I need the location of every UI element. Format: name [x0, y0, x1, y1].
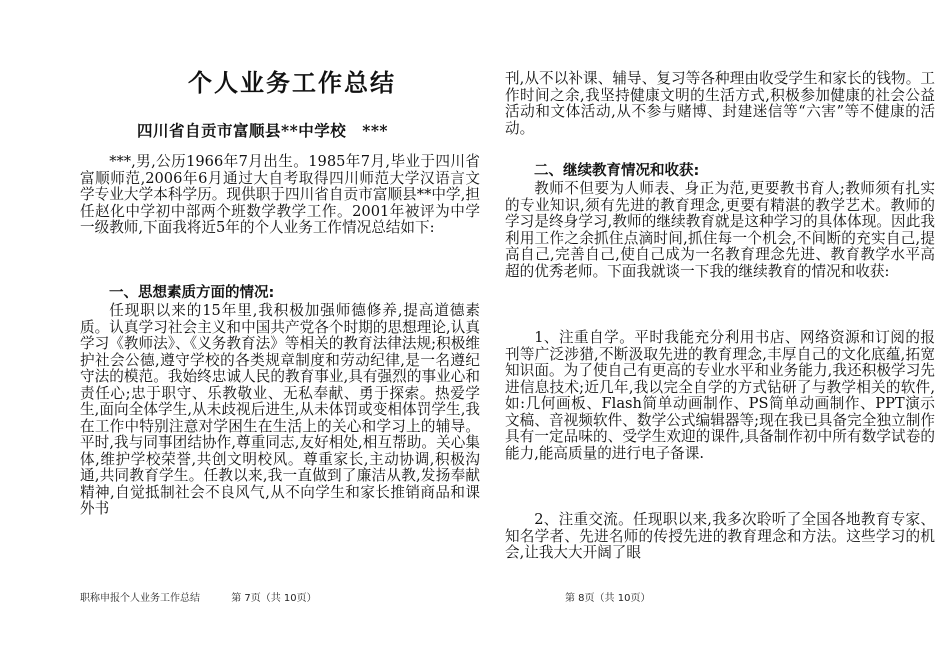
- footer-page-number-right: 第 8页（共 10页）: [565, 593, 651, 604]
- item-2-paragraph: 2、注重交流。任现职以来,我多次聆听了全国各地教育专家、知名学者、先进名师的传授先进的教育理念和方法。这些学习的机会,让我大大开阔了眼: [505, 511, 935, 561]
- right-column: [505, 0, 935, 672]
- section-2-intro: 教师不但要为人师表、身正为范,更要教书育人;教师须有扎实的专业知识,须有先进的教育理念,更要有精湛的教学艺术。教师的学习是终身学习,教师的继续教育就是这种学习的具体体现。因此我利用工作之余抓住点滴时间,抓住每一个机会,不间断的充实自己,提高自己,完善自己,使自己成为一名教育理念先进、教育教学水平高超的优秀老师。下面我就谈一下我的继续教育的情况和收获:: [505, 180, 935, 280]
- footer-label: 职称申报个人业务工作总结: [80, 593, 200, 604]
- section-2-heading: 二、继续教育情况和收获:: [534, 163, 700, 179]
- document-title: 个人业务工作总结: [188, 68, 396, 97]
- author-school-line: 四川省自贡市富顺县**中学校 ***: [137, 121, 389, 140]
- footer-page-number-left: 第 7页（共 10页）: [231, 593, 317, 604]
- continuation-paragraph: 刊,从不以补课、辅导、复习等各种理由收受学生和家长的钱物。工作时间之余,我坚持健康文明的生活方式,积极参加健康的社会公益活动和文体活动,从不参与赌博、封建迷信等“六害”等不健康的活动。: [505, 70, 935, 137]
- item-1-paragraph: 1、注重自学。平时我能充分利用书店、网络资源和订阅的报刊等广泛涉猎,不断汲取先进的教育理念,丰厚自己的文化底蕴,拓宽知识面。为了使自己有更高的专业水平和业务能力,我还积极学习先进信息技术;近几年,我以完全自学的方式钻研了与教学相关的软件,如:几何画板、Flash简单动画制作、PS简单动画制作、PPT演示文稿、音视频软件、数学公式编辑器等;现在我已具备完全独立制作具有一定品味的、受学生欢迎的课件,具备制作初中所有数学试卷的能力,能高质量的进行电子备课.: [505, 329, 935, 462]
- right-page: [475, 0, 950, 672]
- intro-paragraph: ***,男,公历1966年7月出生。1985年7月,毕业于四川省富顺师范,2006年6月通过大自考取得四川师范大学汉语言文学专业大学本科学历。现供职于四川省自贡市富顺县**中学,担任赵化中学初中部两个班数学教学工作。2001年被评为中学一级教师,下面我将近5年的个人业务工作情况总结如下:: [80, 153, 480, 236]
- right-footer: [565, 593, 650, 605]
- section-1-body: 任现职以来的15年里,我积极加强师德修养,提高道德素质。认真学习社会主义和中国共产党各个时期的思想理论,认真学习《教师法》、《义务教育法》等相关的教育法律法规;积极维护社会公德,遵守学校的各类规章制度和劳动纪律,是一名遵纪守法的模范。我始终忠诚人民的教育事业,具有强烈的事业心和责任心;忠于职守、乐教敬业、无私奉献、勇于探索。热爱学生,面向全体学生,从未歧视后进生,从未体罚或变相体罚学生,我在工作中特别注意对学困生在生活上的关心和学习上的辅导。平时,我与同事团结协作,尊重同志,友好相处,相互帮助。关心集体,维护学校荣誉,共创文明校风。尊重家长,主动协调,积极沟通,共同教育学生。任教以来,我一直做到了廉洁从教,发扬奉献精神,自觉抵制社会不良风气,从不向学生和家长推销商品和课外书: [80, 302, 480, 517]
- left-footer: [80, 593, 317, 605]
- left-column: [80, 0, 480, 672]
- section-1-heading: 一、思想素质方面的情况:: [109, 285, 275, 301]
